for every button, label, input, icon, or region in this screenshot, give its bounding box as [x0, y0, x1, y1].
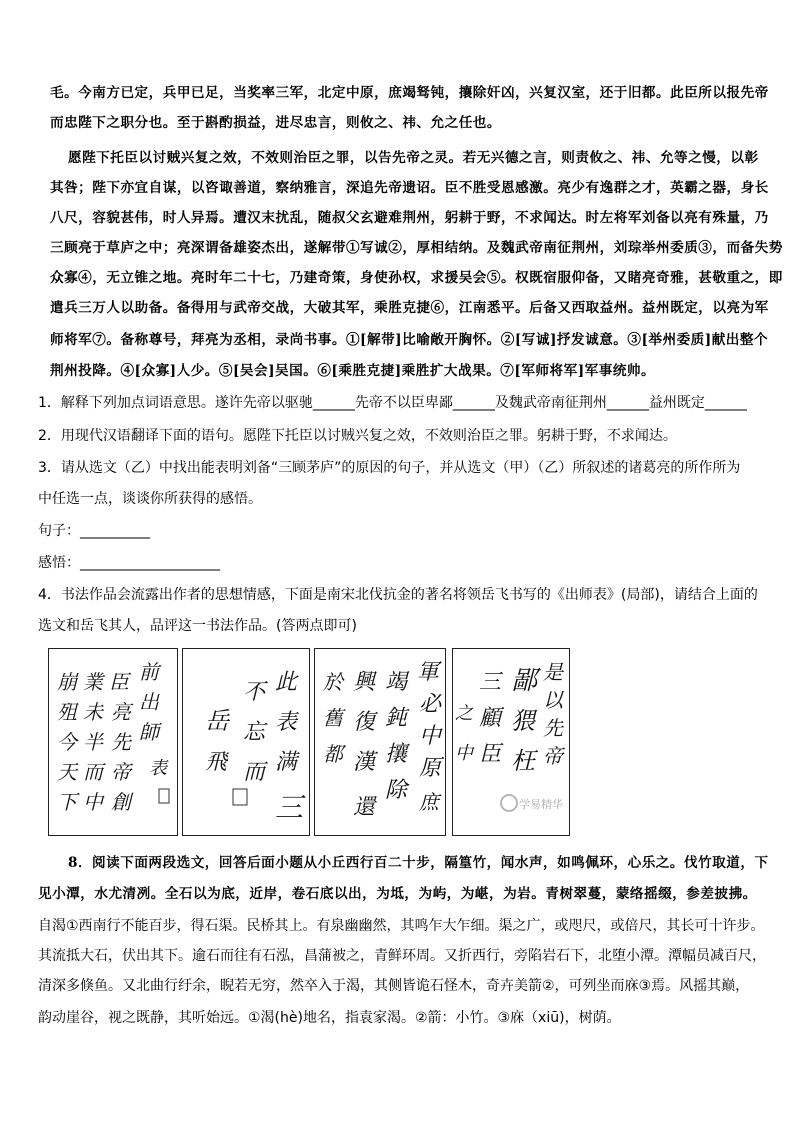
svg-text:亮: 亮: [111, 700, 131, 724]
passage-line: 遣兵三万人以助备。备得用与武帝交战，大破其军，乘胜克捷⑥，江南悉平。后备又西取益州。益州既定，以亮为军: [50, 300, 769, 316]
question-3-continued: 中任选一点，谈谈你所获得的感悟。: [38, 491, 262, 507]
svg-text:此: 此: [275, 670, 298, 695]
svg-text:於: 於: [323, 670, 343, 694]
svg-text:中: 中: [83, 790, 103, 814]
svg-text:鈍: 鈍: [385, 706, 408, 731]
svg-text:猥: 猥: [511, 707, 535, 735]
svg-text:帝: 帝: [111, 760, 131, 784]
question-3: 3．请从选文（乙）中找出能表明刘备“三顾茅庐”的原因的句子，并从选文（甲）（乙）所叙述的诸葛亮的所作所为: [38, 460, 741, 476]
svg-text:中: 中: [455, 743, 473, 764]
svg-text:岳: 岳: [205, 707, 229, 735]
svg-text:之: 之: [455, 703, 473, 724]
question-4-continued: 选文和岳飞其人，品评这一书法作品。(答两点即可): [38, 618, 357, 634]
svg-text:舊: 舊: [323, 706, 343, 730]
svg-text:中: 中: [419, 724, 442, 749]
svg-text:除: 除: [385, 778, 408, 803]
svg-text:創: 創: [111, 790, 131, 814]
watermark-logo: [501, 795, 563, 811]
svg-text:天: 天: [57, 760, 77, 784]
calligraphy-images: [48, 648, 568, 834]
svg-text:顧: 顧: [479, 706, 502, 731]
svg-text:今: 今: [57, 730, 77, 754]
svg-text:前: 前: [139, 660, 159, 684]
passage-8-line: 清深多倏鱼。又北曲行纡余，睨若无穷，然卒入于渴，其侧皆诡石怪木，奇卉美箭②，可列坐而庥③焉。风摇其巅，: [38, 978, 750, 994]
svg-text:先: 先: [543, 716, 563, 740]
svg-text:原: 原: [419, 756, 442, 781]
svg-text:三: 三: [275, 791, 304, 824]
svg-text:出: 出: [139, 690, 159, 714]
question-1: 1．解释下列加点词语意思。遂许先帝以驱驰______先帝不以臣卑鄙______及魏武帝南征荆州______益州既定______: [38, 395, 747, 411]
svg-text:業: 業: [83, 670, 103, 694]
svg-text:表: 表: [275, 710, 298, 735]
passage-line: 三顾亮于草庐之中；亮深谓备雄姿杰出，遂解带①写诚②，厚相结纳。及魏武帝南征荆州，刘琮举州委质③，而备失势: [50, 240, 783, 256]
svg-text:庶: 庶: [419, 790, 439, 814]
svg-text:满: 满: [275, 750, 298, 775]
calligraphy-panel-1: [48, 648, 178, 836]
svg-text:忘: 忘: [243, 720, 266, 745]
svg-text:崩: 崩: [57, 670, 77, 694]
insight-answer-field[interactable]: 感悟：____________________: [38, 555, 220, 571]
passage-line: 而忠陛下之职分也。至于斟酌损益，进尽忠言，则攸之、祎、允之任也。: [50, 115, 501, 131]
calligraphy-panel-3: [314, 648, 446, 836]
sentence-answer-field[interactable]: 句子：__________: [38, 523, 150, 539]
svg-text:必: 必: [419, 692, 442, 717]
calligraphy-panel-4: [452, 648, 570, 836]
passage-line: 师将军⑦。备称尊号，拜亮为丞相，录尚书事。①[解带]比喻敞开胸怀。②[写诚]抒发诚意。③[举州委质]献出整个: [50, 332, 769, 348]
passage-line: 众寡④，无立锥之地。亮时年二十七，乃建奇策，身使孙权，求援吴会⑤。权既宿服仰备，又睹亮奇雅，甚敬重之，即: [50, 270, 783, 286]
svg-text:未: 未: [83, 700, 103, 724]
svg-text:下: 下: [57, 790, 77, 814]
svg-text:竭: 竭: [385, 670, 408, 695]
passage-8-line: 8．阅读下面两段选文，回答后面小题从小丘西行百二十步，隔篁竹，闻水声，如鸣佩环，心乐之。伐竹取道，下: [68, 855, 769, 871]
svg-text:三: 三: [479, 670, 502, 695]
question-2: 2．用现代汉语翻译下面的语句。愿陛下托臣以讨贼兴复之效，不效则治臣之罪。躬耕于野，不求闻达。: [38, 428, 677, 444]
passage-line: 毛。今南方已定，兵甲已足，当奖率三军，北定中原，庶竭驽钝，攘除奸凶，兴复汉室，还于旧都。此臣所以报先帝: [50, 85, 769, 101]
svg-text:先: 先: [111, 730, 131, 754]
passage-line: 愿陛下托臣以讨贼兴复之效，不效则治臣之罪，以告先帝之灵。若无兴德之言，则责攸之、祎、允等之慢，以彰: [68, 150, 759, 166]
watermark-text: 学易精华: [519, 798, 563, 811]
passage-8-line: 其流抵大石，伏出其下。逾石而往有石泓，昌蒲被之，青鲜环周。又折西行，旁陷岩石下，北堕小潭。潭幅员减百尺，: [38, 948, 766, 964]
svg-text:不: 不: [243, 680, 266, 705]
svg-text:師: 師: [139, 720, 159, 744]
svg-text:帝: 帝: [543, 744, 563, 768]
passage-line: 荆州投降。④[众寡]人少。⑤[吴会]吴国。⑥[乘胜克捷]乘胜扩大战果。⑦[军师将军]军事统帅。: [50, 363, 656, 379]
passage-line: 八尺，容貌甚伟，时人异焉。遭汉末扰乱，随叔父玄避难荆州，躬耕于野，不求闻达。时左将军刘备以亮有殊量，乃: [50, 210, 769, 226]
svg-text:而: 而: [243, 760, 266, 785]
passage-8-line: 韵动崖谷，视之既静，其听始远。①渴(hè)地名，指袁家渴。②箭：小竹。③庥（xiū)，树荫。: [38, 1010, 621, 1026]
question-4: 4．书法作品会流露出作者的思想情感，下面是南宋北伐抗金的著名将领岳飞书写的《出师表》(局部)，请结合上面的: [38, 587, 758, 603]
svg-text:臣: 臣: [479, 742, 502, 767]
calligraphy-panel-2: [182, 648, 310, 836]
svg-text:飛: 飛: [205, 750, 228, 775]
svg-text:興: 興: [353, 670, 376, 695]
svg-text:還: 還: [353, 795, 376, 820]
passage-line: 其咎；陛下亦宜自谋，以咨诹善道，察纳雅言，深追先帝遗诏。臣不胜受恩感激。亮少有逸群之才，英霸之器，身长: [50, 180, 769, 196]
svg-text:而: 而: [83, 760, 103, 784]
svg-text:鄙: 鄙: [511, 666, 538, 696]
passage-8-line: 见小潭，水尤清冽。全石以为底，近岸，卷石底以出，为坻，为屿，为嵁，为岩。青树翠蔓，蒙络摇缀，参差披拂。: [38, 886, 757, 902]
svg-text:殂: 殂: [57, 700, 77, 724]
passage-8-line: 自渴①西南行不能百步，得石渠。民桥其上。有泉幽幽然，其鸣乍大乍细。渠之广，或咫尺，或倍尺，其长可十许步。: [38, 918, 765, 934]
svg-text:是: 是: [543, 660, 563, 684]
svg-text:臣: 臣: [109, 670, 129, 694]
svg-text:以: 以: [543, 688, 563, 712]
svg-text:半: 半: [83, 730, 103, 754]
svg-text:攘: 攘: [385, 742, 408, 767]
svg-text:復: 復: [353, 710, 376, 735]
svg-text:都: 都: [323, 742, 343, 766]
svg-text:漢: 漢: [353, 750, 376, 775]
svg-text:軍: 軍: [417, 660, 440, 685]
svg-text:表: 表: [149, 758, 167, 779]
svg-text:枉: 枉: [511, 747, 535, 775]
